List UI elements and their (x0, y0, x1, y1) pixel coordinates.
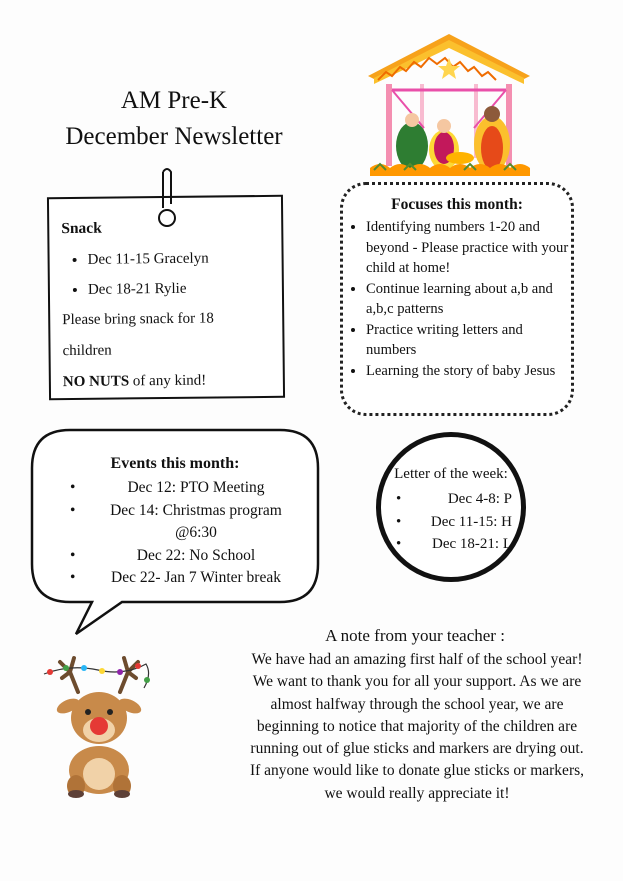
title-line-1: AM Pre-K (120, 87, 228, 114)
letter-item: • Dec 18-21: L (396, 533, 516, 556)
note-line: beginning to notice that majority of the children are (256, 717, 578, 735)
note-line: running out of glue sticks and markers are drying out. (250, 740, 584, 758)
focus-item: • Practice writing letters and numbers (366, 320, 570, 361)
nativity-scene-image (364, 28, 534, 178)
snack-list (61, 243, 276, 305)
snack-item: • Dec 18-21 Rylie (88, 273, 276, 305)
event-item: • Dec 22: No School (72, 545, 320, 568)
letter-list (396, 488, 516, 556)
event-item: • Dec 12: PTO Meeting (72, 477, 320, 500)
snack-text-line: Please bring snack for 18 (62, 310, 214, 329)
focus-item: • Identifying numbers 1-20 and beyond - Please practice with your child at home! (366, 217, 570, 279)
note-line: If anyone would like to donate glue sticks or markers, (249, 762, 585, 780)
letter-item: • Dec 11-15: H (396, 511, 516, 534)
snack-warning (63, 365, 277, 398)
teacher-note-heading: A note from your teacher : (325, 626, 505, 645)
event-item: • Dec 22- Jan 7 Winter break (72, 567, 320, 590)
snack-warning-bold: NO NUTS (62, 373, 130, 391)
focuses-heading: Focuses this month: (391, 196, 523, 213)
note-line: We want to thank you for all your support. As we are (252, 673, 582, 691)
pin-icon (152, 166, 182, 230)
events-list (72, 477, 320, 590)
events-heading: Events this month: (110, 455, 240, 472)
snack-heading: Snack (61, 219, 102, 238)
letter-heading: Letter of the week: (394, 466, 508, 482)
event-item: • Dec 14: Christmas program (72, 500, 320, 523)
title-line-2: December Newsletter (65, 123, 283, 150)
teacher-note-body (212, 649, 622, 805)
snack-warning-rest: of any kind! (129, 372, 207, 390)
snack-text-line: children (62, 342, 112, 360)
snack-instructions (62, 303, 277, 398)
letter-item: • Dec 4-8: P (396, 488, 516, 511)
reindeer-image (40, 644, 158, 799)
event-item-continued: @6:30 (175, 524, 217, 541)
note-line: almost halfway through the school year, we are (270, 695, 564, 713)
snack-item: • Dec 11-15 Gracelyn (87, 243, 275, 275)
note-line: we would really appreciate it! (324, 784, 510, 802)
focus-item: • Continue learning about a,b and a,b,c patterns (366, 279, 570, 320)
focuses-list (350, 217, 570, 381)
focus-item: • Learning the story of baby Jesus (366, 361, 570, 382)
note-line: We have had an amazing first half of the school year! (251, 651, 583, 668)
page-title (40, 83, 308, 155)
